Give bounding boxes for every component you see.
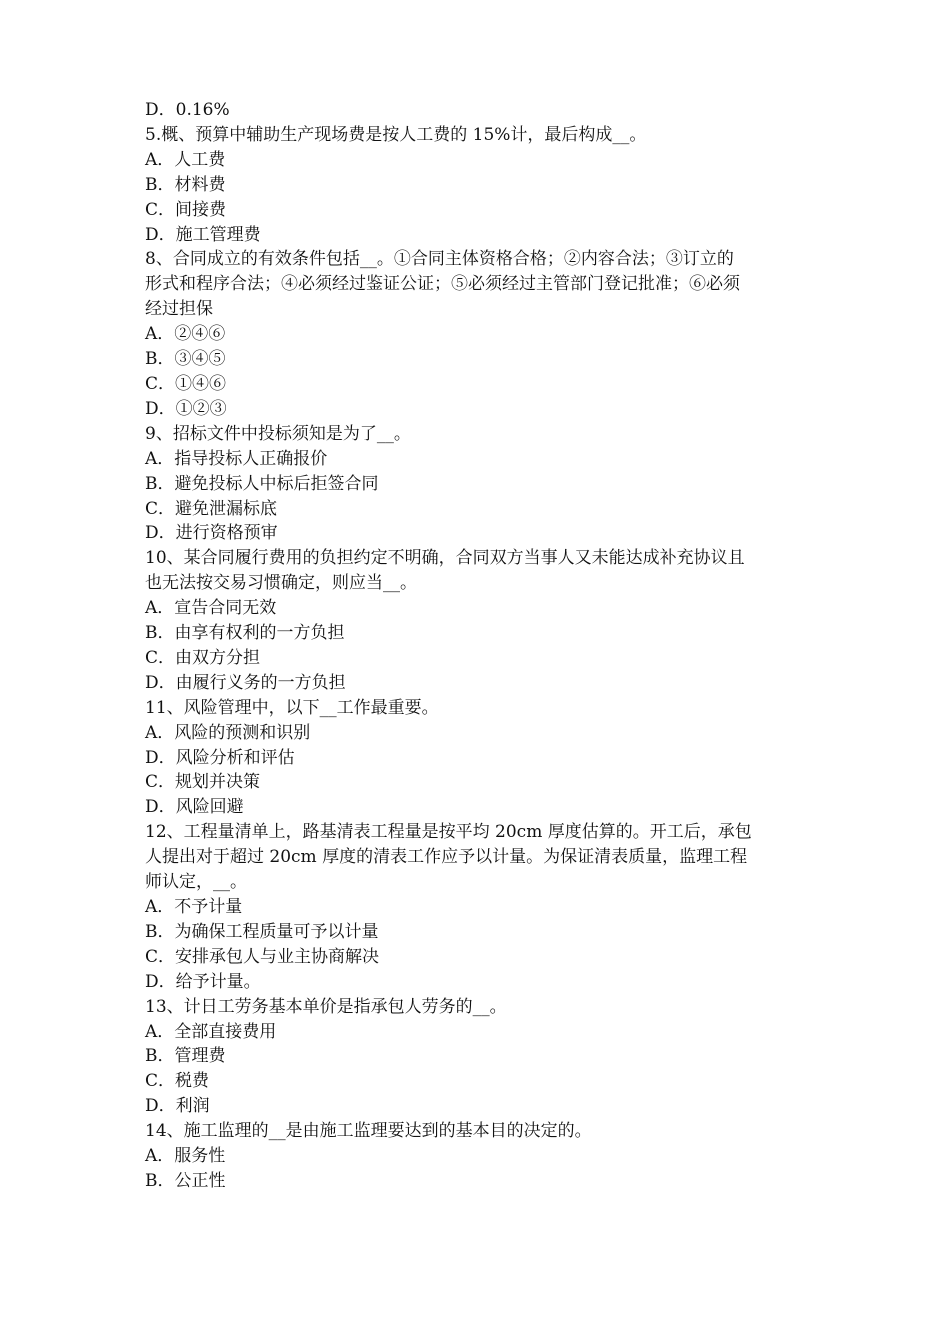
option-d: D．风险分析和评估 bbox=[145, 747, 295, 768]
question-8-cont: 经过担保 bbox=[145, 299, 213, 320]
option-d: D．给予计量。 bbox=[145, 971, 261, 992]
option-c: C．税费 bbox=[145, 1071, 210, 1092]
question-12-cont: 师认定，__。 bbox=[145, 872, 247, 893]
question-5: 5.概、预算中辅助生产现场费是按人工费的 15%计，最后构成__。 bbox=[145, 124, 647, 145]
option-c: C．①④⑥ bbox=[145, 373, 227, 394]
question-12: 12、工程量清单上，路基清表工程量是按平均 20cm 厚度估算的。开工后，承包 bbox=[145, 822, 752, 843]
question-11: 11、风险管理中，以下__工作最重要。 bbox=[145, 697, 439, 718]
question-8: 8、合同成立的有效条件包括__。①合同主体资格合格；②内容合法；③订立的 bbox=[145, 249, 734, 270]
option-b: B．③④⑤ bbox=[145, 349, 226, 370]
document-page bbox=[145, 98, 810, 1194]
question-8-cont: 形式和程序合法；④必须经过鉴证公证；⑤必须经过主管部门登记批准；⑥必须 bbox=[145, 274, 740, 295]
option-a: A．全部直接费用 bbox=[145, 1021, 277, 1042]
option-b: B．公正性 bbox=[145, 1170, 226, 1191]
option-a: A．宣告合同无效 bbox=[145, 598, 277, 619]
question-10-cont: 也无法按交易习惯确定，则应当__。 bbox=[145, 573, 417, 594]
option-a: A．指导投标人正确报价 bbox=[145, 448, 328, 469]
question-14: 14、施工监理的__是由施工监理要达到的基本目的决定的。 bbox=[145, 1121, 592, 1142]
option-b: B．由享有权利的一方负担 bbox=[145, 623, 345, 644]
question-13: 13、计日工劳务基本单价是指承包人劳务的__。 bbox=[145, 996, 507, 1017]
option-a: A．人工费 bbox=[145, 149, 226, 170]
option-d: D．由履行义务的一方负担 bbox=[145, 672, 346, 693]
option-c: C．安排承包人与业主协商解决 bbox=[145, 946, 380, 967]
option-d: D．施工管理费 bbox=[145, 224, 261, 245]
option-a: A．服务性 bbox=[145, 1146, 226, 1167]
option-b: B．管理费 bbox=[145, 1046, 226, 1067]
option-c: C．由双方分担 bbox=[145, 647, 261, 668]
option-b: B．避免投标人中标后拒签合同 bbox=[145, 473, 379, 494]
option-d: D．①②③ bbox=[145, 398, 227, 419]
text-line: D．0.16% bbox=[145, 100, 230, 120]
option-a: A．风险的预测和识别 bbox=[145, 722, 311, 743]
option-c: C．间接费 bbox=[145, 199, 227, 220]
option-c: C．避免泄漏标底 bbox=[145, 498, 278, 519]
option-d: D．风险回避 bbox=[145, 797, 244, 818]
question-10: 10、某合同履行费用的负担约定不明确，合同双方当事人又未能达成补充协议且 bbox=[145, 548, 745, 569]
question-12-cont: 人提出对于超过 20cm 厚度的清表工作应予以计量。为保证清表质量，监理工程 bbox=[145, 847, 748, 868]
option-b: B．材料费 bbox=[145, 174, 226, 195]
option-d: D．进行资格预审 bbox=[145, 523, 278, 544]
option-a: A．不予计量 bbox=[145, 897, 243, 917]
option-a: A．②④⑥ bbox=[145, 324, 226, 345]
option-d: D．利润 bbox=[145, 1096, 210, 1117]
option-b: B．为确保工程质量可予以计量 bbox=[145, 921, 379, 942]
option-c: C．规划并决策 bbox=[145, 772, 261, 793]
question-9: 9、招标文件中投标须知是为了__。 bbox=[145, 423, 411, 444]
